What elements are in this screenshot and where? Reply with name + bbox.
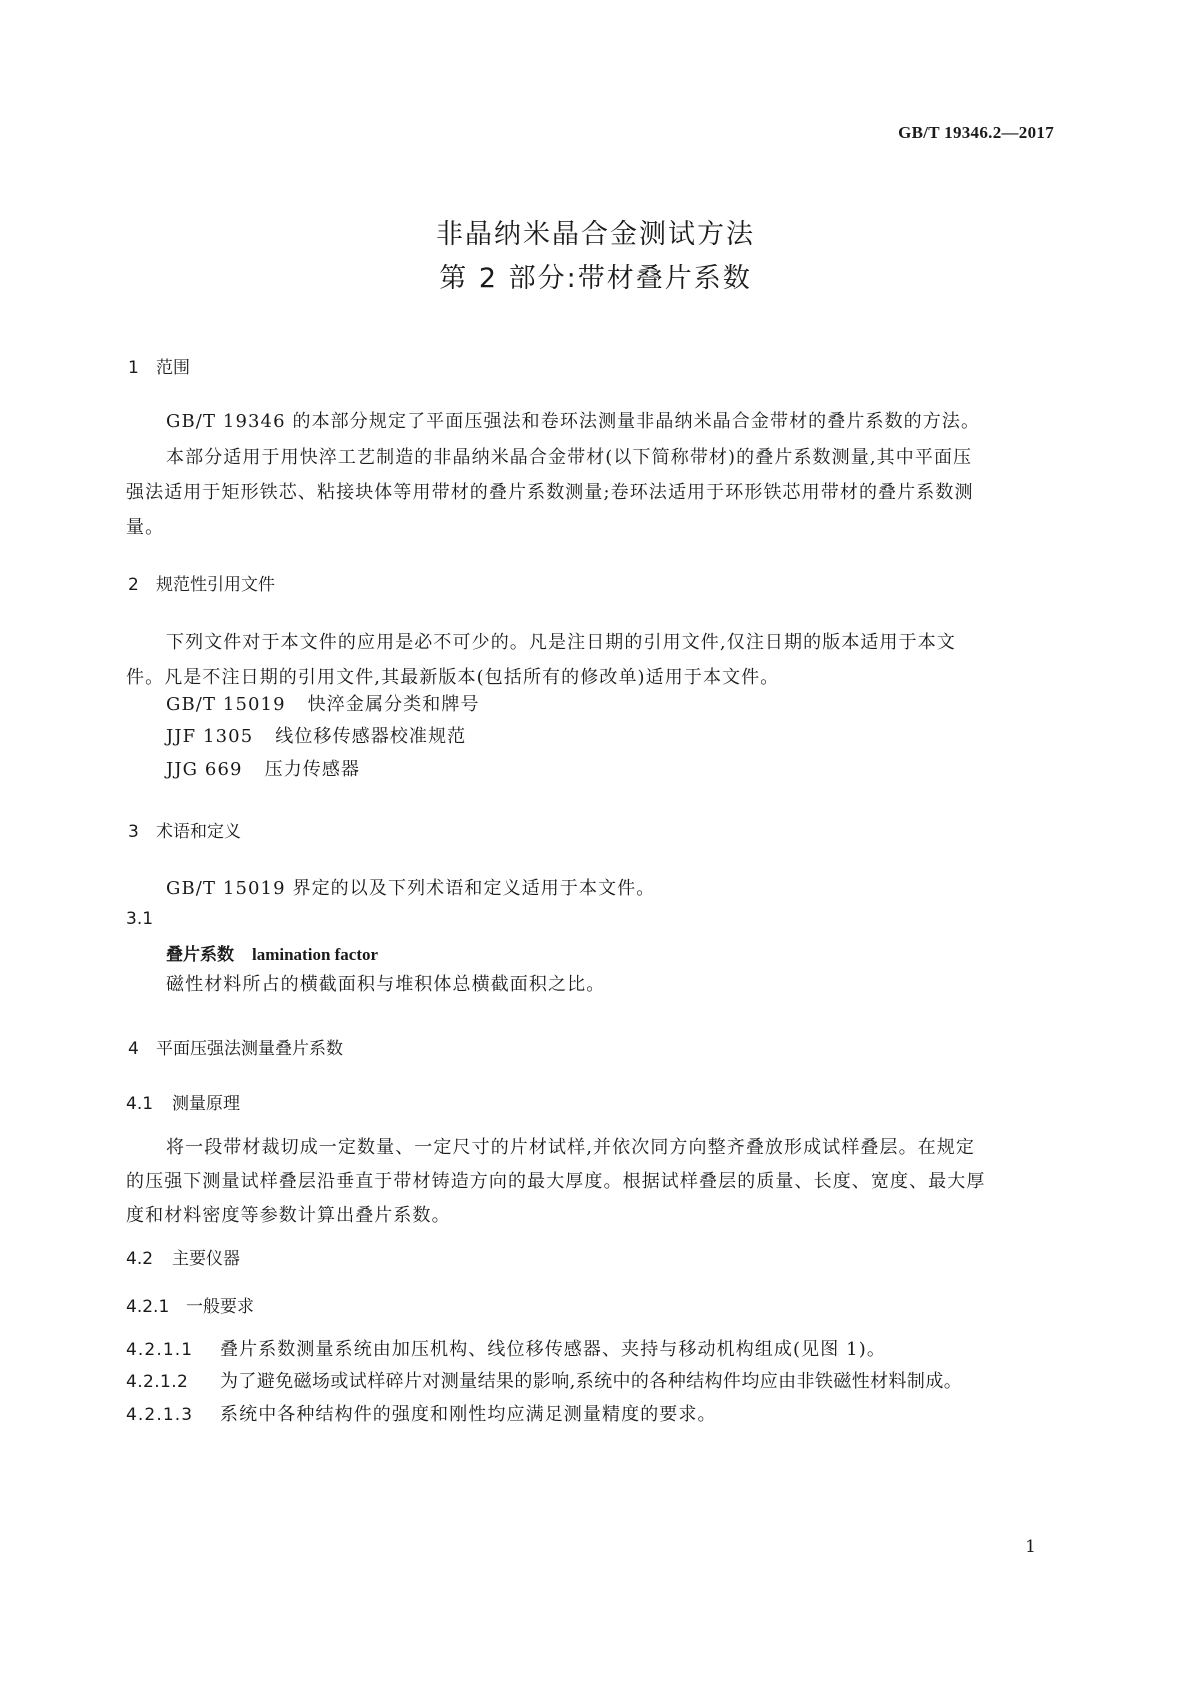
reference-item: [166, 722, 466, 748]
section-4-1-paragraph: 将一段带材裁切成一定数量、一定尺寸的片材试样,并依次同方向整齐叠放形成试样叠层。在规定的压强下测量试样叠层沿垂直于带材铸造方向的最大厚度。根据试样叠层的质量、长度、宽度、最大厚度和材料密度等参数计算出叠片系数。: [126, 1137, 986, 1226]
section-3-heading: [128, 817, 241, 842]
term-chinese: 叠片系数: [166, 945, 234, 965]
section-title: 术语和定义: [156, 822, 241, 842]
standard-number: GB/T 19346.2—2017: [898, 123, 1054, 142]
section-number: 4.2.1: [126, 1297, 170, 1317]
section-2-paragraph-1: 下列文件对于本文件的应用是必不可少的。凡是注日期的引用文件,仅注日期的版本适用于本文件。凡是不注日期的引用文件,其最新版本(包括所有的修改单)适用于本文件。: [126, 632, 956, 688]
reference-item: [166, 690, 480, 716]
section-title: 平面压强法测量叠片系数: [156, 1039, 343, 1059]
clause-item: [126, 1335, 886, 1361]
section-4-2-1-heading: [126, 1292, 254, 1317]
term-heading: [166, 940, 378, 965]
section-title: 规范性引用文件: [156, 575, 275, 595]
clause-text: 叠片系数测量系统由加压机构、线位移传感器、夹持与移动机构组成(见图 1)。: [220, 1339, 886, 1360]
section-4-1-heading: [126, 1089, 240, 1114]
section-title: 测量原理: [172, 1094, 240, 1114]
section-title: 范围: [156, 358, 190, 378]
clause-text: 为了避免磁场或试样碎片对测量结果的影响,系统中的各种结构件均应由非铁磁性材料制成。: [220, 1371, 963, 1392]
reference-item: [166, 755, 360, 781]
clause-number: 4.2.1.1: [126, 1340, 194, 1360]
section-number: 1: [128, 358, 139, 378]
section-number: 4.1: [126, 1094, 154, 1114]
section-1-heading: [128, 353, 190, 378]
page-number: 1: [1025, 1537, 1036, 1557]
section-title: 主要仪器: [172, 1249, 240, 1269]
section-3-paragraph-1: GB/T 15019 界定的以及下列术语和定义适用于本文件。: [166, 878, 656, 899]
section-number: 4: [128, 1039, 139, 1059]
document-title-line1: 非晶纳米晶合金测试方法: [436, 219, 755, 250]
clause-text: 系统中各种结构件的强度和刚性均应满足测量精度的要求。: [220, 1404, 717, 1425]
reference-title: 压力传感器: [264, 759, 361, 780]
section-4-2-heading: [126, 1244, 240, 1269]
clause-item: [126, 1367, 962, 1393]
section-1-paragraph-2: 本部分适用于用快淬工艺制造的非晶纳米晶合金带材(以下简称带材)的叠片系数测量,其中平面压强法适用于矩形铁芯、粘接块体等用带材的叠片系数测量;卷环法适用于环形铁芯用带材的叠片系数测量。: [126, 447, 974, 538]
reference-code: JJF 1305: [166, 726, 254, 747]
section-number: 3: [128, 822, 139, 842]
reference-title: 线位移传感器校准规范: [275, 726, 467, 747]
reference-code: JJG 669: [166, 759, 243, 780]
term-english: lamination factor: [252, 945, 379, 964]
section-2-heading: [128, 570, 275, 595]
clause-number: 4.2.1.3: [126, 1405, 194, 1425]
clause-number: 4.2.1.2: [126, 1372, 189, 1392]
section-title: 一般要求: [186, 1297, 254, 1317]
section-1-paragraph-1: GB/T 19346 的本部分规定了平面压强法和卷环法测量非晶纳米晶合金带材的叠片系数的方法。: [166, 411, 981, 432]
section-4-heading: [128, 1034, 343, 1059]
term-definition: 磁性材料所占的横截面积与堆积体总横截面积之比。: [166, 974, 606, 995]
reference-title: 快淬金属分类和牌号: [307, 694, 480, 715]
term-number: 3.1: [126, 909, 154, 929]
reference-code: GB/T 15019: [166, 694, 286, 715]
clause-item: [126, 1400, 717, 1426]
section-number: 4.2: [126, 1249, 154, 1269]
document-title-line2: 第 2 部分:带材叠片系数: [439, 263, 752, 294]
section-number: 2: [128, 575, 139, 595]
